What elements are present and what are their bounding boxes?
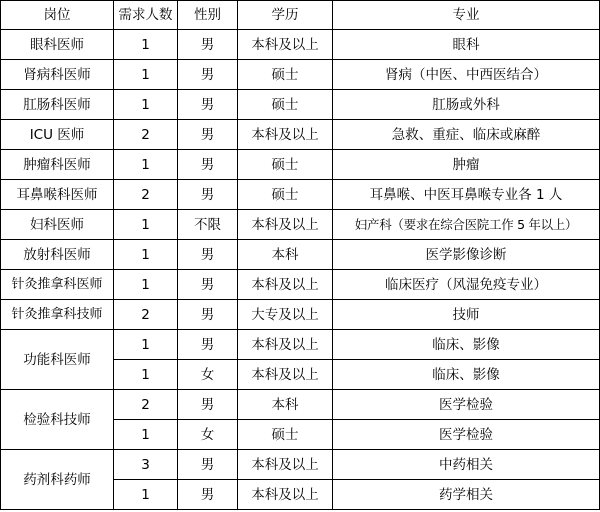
major-cell: 临床医疗（风湿免疫专业） xyxy=(333,270,600,300)
count-cell: 1 xyxy=(114,30,178,60)
major-cell: 中药相关 xyxy=(333,450,600,480)
table-row xyxy=(1,390,600,420)
education-cell: 本科及以上 xyxy=(238,360,333,390)
major-cell: 临床、影像 xyxy=(333,330,600,360)
position-cell: 药剂科药师 xyxy=(1,450,114,510)
count-cell: 1 xyxy=(114,60,178,90)
education-cell: 硕士 xyxy=(238,150,333,180)
gender-cell: 男 xyxy=(178,120,238,150)
major-cell: 耳鼻喉、中医耳鼻喉专业各 1 人 xyxy=(333,180,600,210)
gender-cell: 男 xyxy=(178,270,238,300)
gender-cell: 男 xyxy=(178,240,238,270)
position-cell: 眼科医师 xyxy=(1,30,114,60)
table-row xyxy=(1,120,600,150)
count-cell: 2 xyxy=(114,300,178,330)
table-row xyxy=(1,180,600,210)
table-row xyxy=(1,270,600,300)
position-cell: 放射科医师 xyxy=(1,240,114,270)
education-cell: 本科及以上 xyxy=(238,270,333,300)
gender-cell: 男 xyxy=(178,30,238,60)
table-header-row xyxy=(1,1,600,30)
major-cell: 急救、重症、临床或麻醉 xyxy=(333,120,600,150)
table-row xyxy=(1,30,600,60)
education-cell: 本科及以上 xyxy=(238,210,333,240)
education-cell: 硕士 xyxy=(238,60,333,90)
gender-cell: 男 xyxy=(178,60,238,90)
gender-cell: 男 xyxy=(178,180,238,210)
major-cell: 眼科 xyxy=(333,30,600,60)
education-cell: 本科 xyxy=(238,240,333,270)
gender-cell: 男 xyxy=(178,330,238,360)
gender-cell: 男 xyxy=(178,390,238,420)
count-cell: 2 xyxy=(114,180,178,210)
education-cell: 本科及以上 xyxy=(238,450,333,480)
count-cell: 1 xyxy=(114,480,178,510)
table-row xyxy=(1,90,600,120)
gender-cell: 女 xyxy=(178,420,238,450)
education-cell: 大专及以上 xyxy=(238,300,333,330)
gender-cell: 女 xyxy=(178,360,238,390)
gender-cell: 男 xyxy=(178,300,238,330)
count-cell: 1 xyxy=(114,240,178,270)
table-row xyxy=(1,300,600,330)
major-cell: 妇产科（要求在综合医院工作 5 年以上） xyxy=(333,210,600,240)
gender-cell: 不限 xyxy=(178,210,238,240)
education-cell: 本科及以上 xyxy=(238,330,333,360)
major-cell: 肿瘤 xyxy=(333,150,600,180)
count-cell: 1 xyxy=(114,210,178,240)
position-cell: 肾病科医师 xyxy=(1,60,114,90)
table-row xyxy=(1,330,600,360)
major-cell: 医学检验 xyxy=(333,390,600,420)
count-cell: 1 xyxy=(114,360,178,390)
count-cell: 1 xyxy=(114,420,178,450)
education-cell: 本科 xyxy=(238,390,333,420)
header-gender: 性别 xyxy=(178,1,238,30)
education-cell: 本科及以上 xyxy=(238,480,333,510)
major-cell: 技师 xyxy=(333,300,600,330)
major-cell: 肾病（中医、中西医结合） xyxy=(333,60,600,90)
education-cell: 硕士 xyxy=(238,90,333,120)
table-row xyxy=(1,60,600,90)
count-cell: 3 xyxy=(114,450,178,480)
count-cell: 1 xyxy=(114,150,178,180)
education-cell: 硕士 xyxy=(238,180,333,210)
header-count: 需求人数 xyxy=(114,1,178,30)
gender-cell: 男 xyxy=(178,90,238,120)
gender-cell: 男 xyxy=(178,150,238,180)
table-row xyxy=(1,150,600,180)
count-cell: 1 xyxy=(114,270,178,300)
table-row xyxy=(1,240,600,270)
major-cell: 医学影像诊断 xyxy=(333,240,600,270)
position-cell: 肛肠科医师 xyxy=(1,90,114,120)
position-cell: 妇科医师 xyxy=(1,210,114,240)
header-major: 专业 xyxy=(333,1,600,30)
position-cell: 耳鼻喉科医师 xyxy=(1,180,114,210)
count-cell: 2 xyxy=(114,390,178,420)
education-cell: 本科及以上 xyxy=(238,120,333,150)
position-cell: 肿瘤科医师 xyxy=(1,150,114,180)
major-cell: 肛肠或外科 xyxy=(333,90,600,120)
major-cell: 药学相关 xyxy=(333,480,600,510)
major-cell: 医学检验 xyxy=(333,420,600,450)
count-cell: 1 xyxy=(114,330,178,360)
position-cell: 针灸推拿科医师 xyxy=(1,270,114,300)
position-cell: ICU 医师 xyxy=(1,120,114,150)
gender-cell: 男 xyxy=(178,480,238,510)
major-cell: 临床、影像 xyxy=(333,360,600,390)
table-row xyxy=(1,450,600,480)
education-cell: 本科及以上 xyxy=(238,30,333,60)
table-row xyxy=(1,210,600,240)
header-education: 学历 xyxy=(238,1,333,30)
position-cell: 检验科技师 xyxy=(1,390,114,450)
count-cell: 2 xyxy=(114,120,178,150)
count-cell: 1 xyxy=(114,90,178,120)
education-cell: 硕士 xyxy=(238,420,333,450)
header-position: 岗位 xyxy=(1,1,114,30)
position-cell: 功能科医师 xyxy=(1,330,114,390)
position-cell: 针灸推拿科技师 xyxy=(1,300,114,330)
gender-cell: 男 xyxy=(178,450,238,480)
